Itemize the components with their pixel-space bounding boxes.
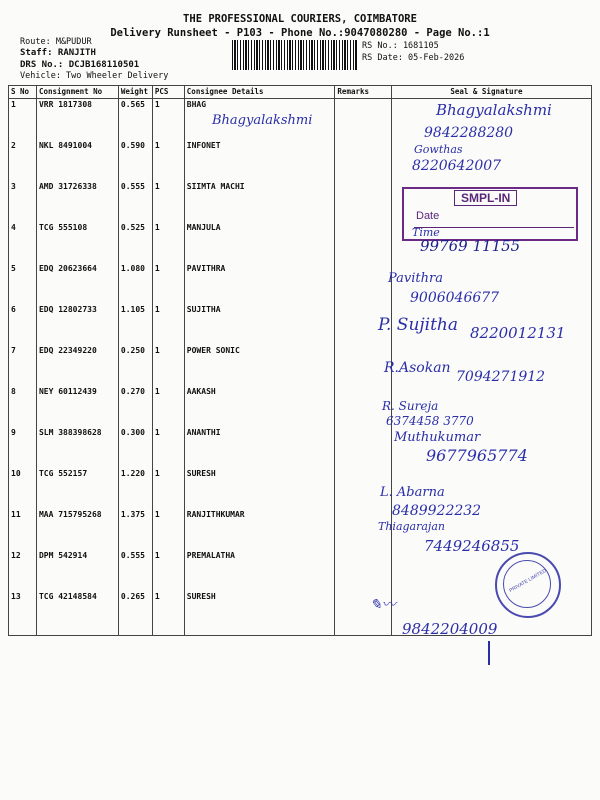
cell-pcs: 1 [152,386,184,427]
cell-sno: 9 [9,427,37,468]
cell-weight: 1.220 [118,468,152,509]
cell-sno: 10 [9,468,37,509]
seal-text: PRIVATE LIMITED [508,567,548,595]
cell-consignment: EDQ 22349220 [36,345,118,386]
vehicle-label: Vehicle: Two Wheeler Delivery [20,71,169,81]
handwritten-phone-10: 8489922232 [392,503,482,519]
handwritten-signature-11: Thiagarajan [378,520,445,533]
cell-consignee: SIIMTA MACHI [184,181,335,222]
col-signature: Seal & Signature [392,86,592,99]
col-sno: S No [9,86,37,99]
cell-weight: 0.250 [118,345,152,386]
stamp-date-label: Date [416,210,440,222]
cell-weight: 0.525 [118,222,152,263]
cell-consignment: SLM 388398628 [36,427,118,468]
handwritten-phone-5: 9006046677 [410,290,500,306]
handwritten-phone-2: 8220642007 [412,158,502,174]
company-seal [495,552,561,618]
table-row [9,468,592,509]
cell-pcs: 1 [152,222,184,263]
handwritten-phone-8: 6374458 3770 [386,414,474,428]
runsheet-subtitle: Delivery Runsheet - P103 - Phone No.:9047080280 - Page No.:1 [110,27,490,39]
cell-consignee: SUJITHA [184,304,335,345]
handwritten-phone-11: 7449246855 [424,537,520,555]
cell-weight: 0.565 [118,99,152,140]
cell-consignee: MANJULA [184,222,335,263]
cell-remarks [335,550,392,591]
cell-pcs: 1 [152,140,184,181]
table-row [9,140,592,181]
cell-consignee: PAVITHRA [184,263,335,304]
cell-sno: 3 [9,181,37,222]
handwritten-signature-7: R.Asokan [384,360,451,376]
col-consignment: Consignment No [36,86,118,99]
cell-consignment: TCG 42148584 [36,591,118,636]
handwritten-phone-7: 7094271912 [456,369,546,385]
cell-pcs: 1 [152,468,184,509]
col-consignee: Consignee Details [184,86,335,99]
rs-number: RS No.: 1681105 [362,41,439,51]
cell-weight: 0.555 [118,181,152,222]
cell-consignment: TCG 555108 [36,222,118,263]
cell-sno: 8 [9,386,37,427]
cell-remarks [335,222,392,263]
cell-consignee: PREMALATHA [184,550,335,591]
cell-consignment: NKL 8491004 [36,140,118,181]
handwritten-signature-8: R. Sureja [382,399,439,413]
cell-remarks [335,140,392,181]
cell-signature [392,550,592,591]
cell-weight: 1.080 [118,263,152,304]
handwritten-signature-1: Bhagyalakshmi [436,101,552,119]
handwritten-phone-13: 9842204009 [402,620,498,638]
handwritten-signature-9: Muthukumar [394,430,481,445]
handwritten-phone-1: 9842288280 [424,125,514,141]
stamp-time-label: Time [412,226,440,239]
handwritten-signature-13: ✎〰 [370,597,396,613]
company-title: THE PROFESSIONAL COURIERS, COIMBATORE [183,13,417,25]
cell-weight: 0.590 [118,140,152,181]
cell-weight: 0.265 [118,591,152,636]
cell-weight: 0.300 [118,427,152,468]
cell-consignment: VRR 1817308 [36,99,118,140]
handwritten-signature-2: Gowthas [414,143,463,156]
cell-weight: 1.105 [118,304,152,345]
cell-consignment: AMD 31726338 [36,181,118,222]
cell-pcs: 1 [152,550,184,591]
handwritten-signature-10: L. Abarna [380,485,445,500]
barcode [232,40,357,70]
cell-consignment: EDQ 20623664 [36,263,118,304]
cell-remarks [335,181,392,222]
handwritten-signature-6: P. Sujitha [378,315,459,335]
cell-sno: 4 [9,222,37,263]
cell-consignee: POWER SONIC [184,345,335,386]
cell-pcs: 1 [152,304,184,345]
cell-consignee: SURESH [184,591,335,636]
table-header [9,86,592,99]
cell-consignee: RANJITHKUMAR [184,509,335,550]
cell-consignment: TCG 552157 [36,468,118,509]
cell-consignment: EDQ 12802733 [36,304,118,345]
rs-date: RS Date: 05-Feb-2026 [362,53,465,63]
handwritten-phone-6: 8220012131 [470,324,566,342]
cell-pcs: 1 [152,345,184,386]
handwritten-consignee-1: Bhagyalakshmi [212,113,313,128]
cell-sno: 5 [9,263,37,304]
cell-consignee: AAKASH [184,386,335,427]
table-row [9,263,592,304]
cell-sno: 13 [9,591,37,636]
cell-weight: 1.375 [118,509,152,550]
staff-label: Staff: RANJITH [20,48,96,58]
table-row [9,386,592,427]
col-remarks: Remarks [335,86,392,99]
drs-number: DRS No.: DCJB168110501 [20,60,140,70]
cell-sno: 6 [9,304,37,345]
cell-consignment: NEY 60112439 [36,386,118,427]
cell-consignment: MAA 715795268 [36,509,118,550]
route-label: Route: M&PUDUR [20,37,92,47]
handwritten-phone-9: 9677965774 [426,446,528,465]
cell-consignment: DPM 542914 [36,550,118,591]
cell-remarks [335,427,392,468]
stamp-title: SMPL-IN [454,190,517,206]
cell-remarks [335,99,392,140]
cell-pcs: 1 [152,263,184,304]
col-weight: Weight [118,86,152,99]
col-pcs: PCS [152,86,184,99]
cell-remarks [335,263,392,304]
cell-pcs: 1 [152,509,184,550]
cell-consignee: ANANTHI [184,427,335,468]
pen-stroke [488,641,490,665]
cell-sno: 2 [9,140,37,181]
cell-pcs: 1 [152,181,184,222]
cell-weight: 0.270 [118,386,152,427]
cell-pcs: 1 [152,591,184,636]
cell-sno: 11 [9,509,37,550]
handwritten-signature-5: Pavithra [388,271,443,286]
cell-pcs: 1 [152,427,184,468]
handwritten-phone-4: 99769 11155 [420,237,521,255]
cell-consignee: INFONET [184,140,335,181]
cell-pcs: 1 [152,99,184,140]
cell-sno: 1 [9,99,37,140]
cell-sno: 12 [9,550,37,591]
cell-consignee: BHAG [184,99,335,140]
cell-consignee: SURESH [184,468,335,509]
cell-sno: 7 [9,345,37,386]
cell-weight: 0.555 [118,550,152,591]
